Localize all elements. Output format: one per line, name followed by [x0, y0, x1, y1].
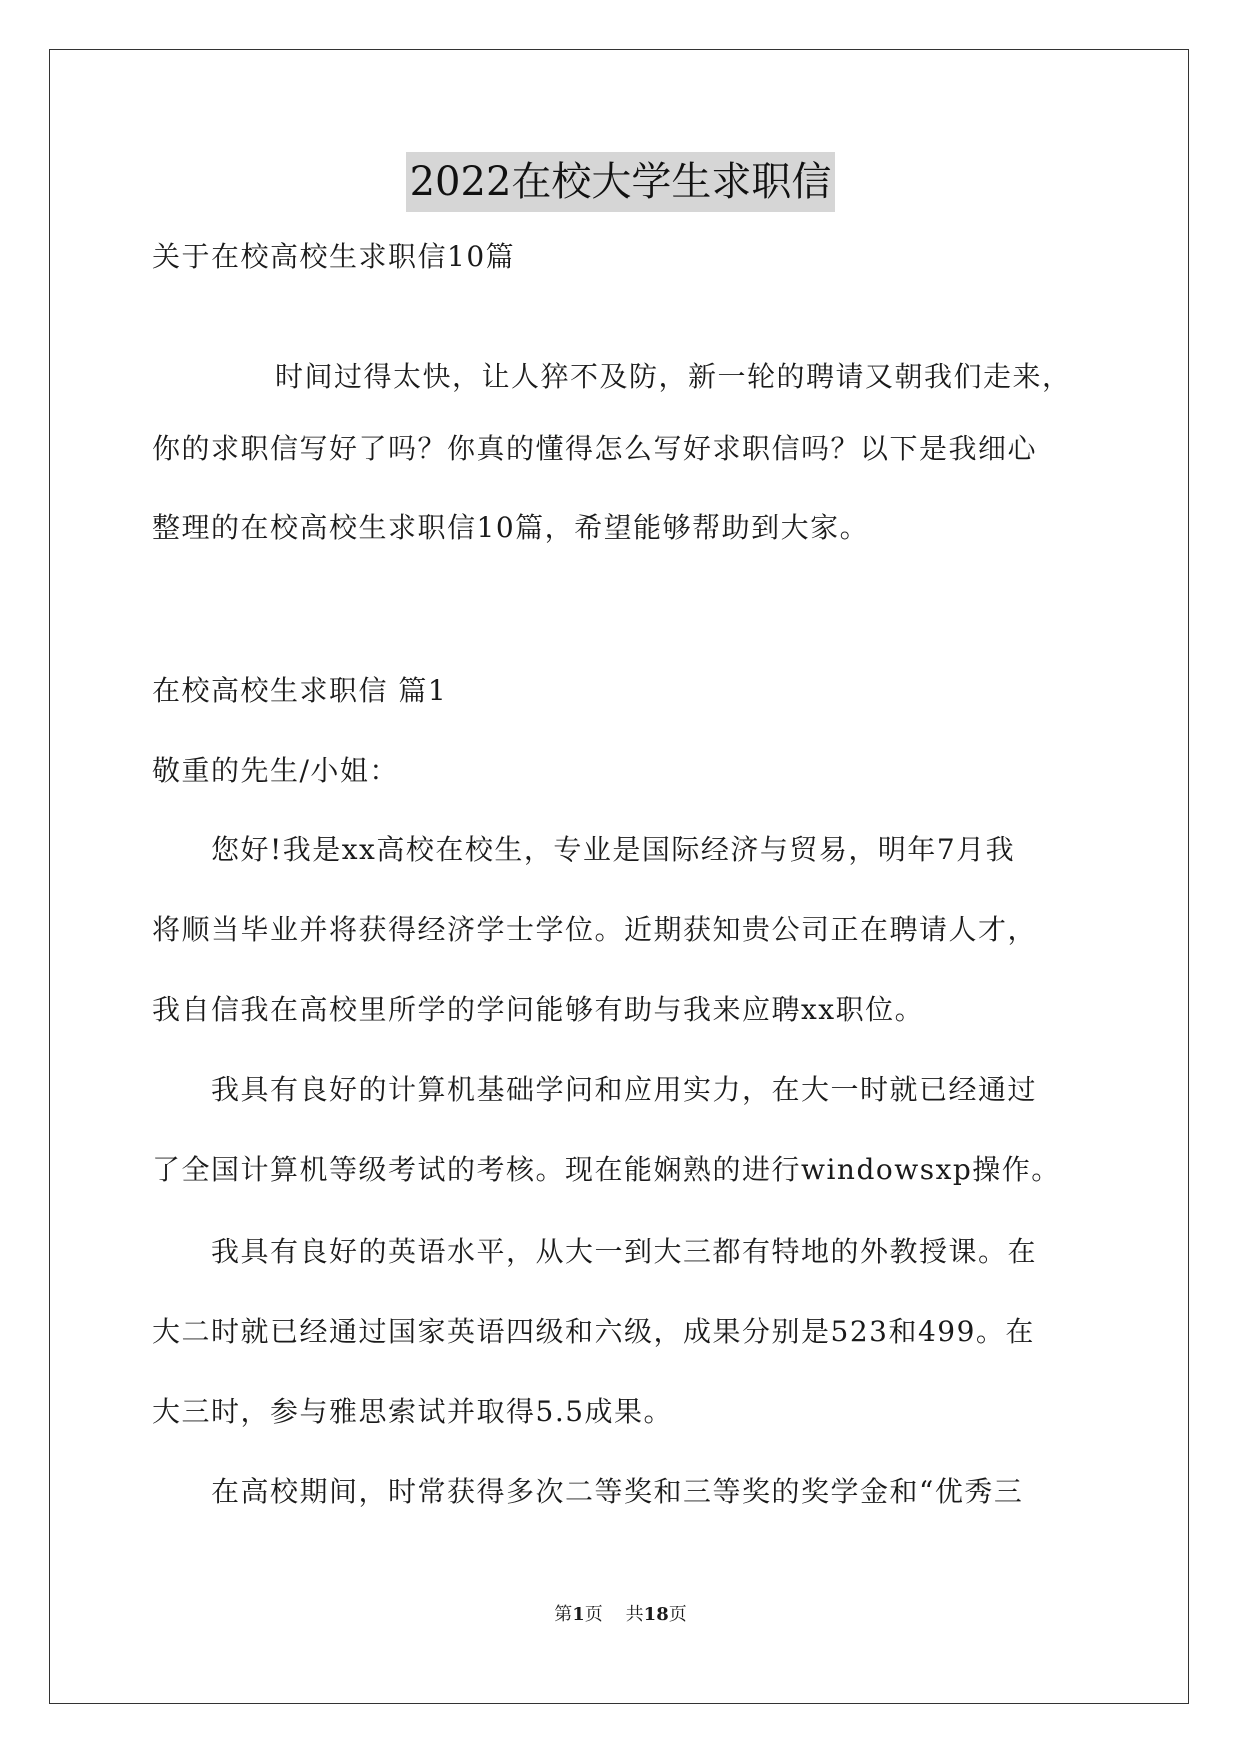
paragraph-line: 我自信我在高校里所学的学问能够有助与我来应聘xx职位。 [152, 993, 925, 1026]
paragraph-line: 在高校期间，时常获得多次二等奖和三等奖的奖学金和“优秀三 [152, 1475, 1024, 1508]
section-heading: 在校高校生求职信 篇1 [152, 674, 448, 707]
document-title: 2022在校大学生求职信 [406, 152, 836, 212]
paragraph-line: 您好!我是xx高校在校生，专业是国际经济与贸易，明年7月我 [152, 833, 1016, 866]
paragraph-line: 大二时就已经通过国家英语四级和六级，成果分别是523和499。在 [152, 1315, 1035, 1348]
paragraph-line: 你的求职信写好了吗？你真的懂得怎么写好求职信吗？以下是我细心 [152, 432, 1038, 465]
salutation: 敬重的先生/小姐： [152, 754, 399, 787]
footer-page-total: 18 [643, 1604, 669, 1625]
page-footer [0, 1603, 1241, 1627]
footer-total-prefix: 共 [625, 1604, 644, 1625]
page-border [49, 49, 1189, 1704]
paragraph-line: 整理的在校高校生求职信10篇，希望能够帮助到大家。 [152, 511, 870, 544]
footer-page-current: 1 [572, 1604, 585, 1625]
paragraph-line: 时间过得太快，让人猝不及防，新一轮的聘请又朝我们走来， [216, 360, 1072, 393]
footer-page-prefix: 第 [554, 1604, 573, 1625]
footer-page-suffix: 页 [584, 1604, 603, 1625]
paragraph-line: 我具有良好的计算机基础学问和应用实力，在大一时就已经通过 [152, 1073, 1038, 1106]
title-container [0, 152, 1241, 212]
paragraph-line: 了全国计算机等级考试的考核。现在能娴熟的进行windowsxp操作。 [152, 1153, 1061, 1186]
intro-heading: 关于在校高校生求职信10篇 [152, 240, 516, 273]
footer-total-suffix: 页 [668, 1604, 687, 1625]
paragraph-line: 我具有良好的英语水平，从大一到大三都有特地的外教授课。在 [152, 1235, 1038, 1268]
paragraph-line: 大三时，参与雅思索试并取得5.5成果。 [152, 1395, 674, 1428]
paragraph-line: 将顺当毕业并将获得经济学士学位。近期获知贵公司正在聘请人才， [152, 913, 1038, 946]
